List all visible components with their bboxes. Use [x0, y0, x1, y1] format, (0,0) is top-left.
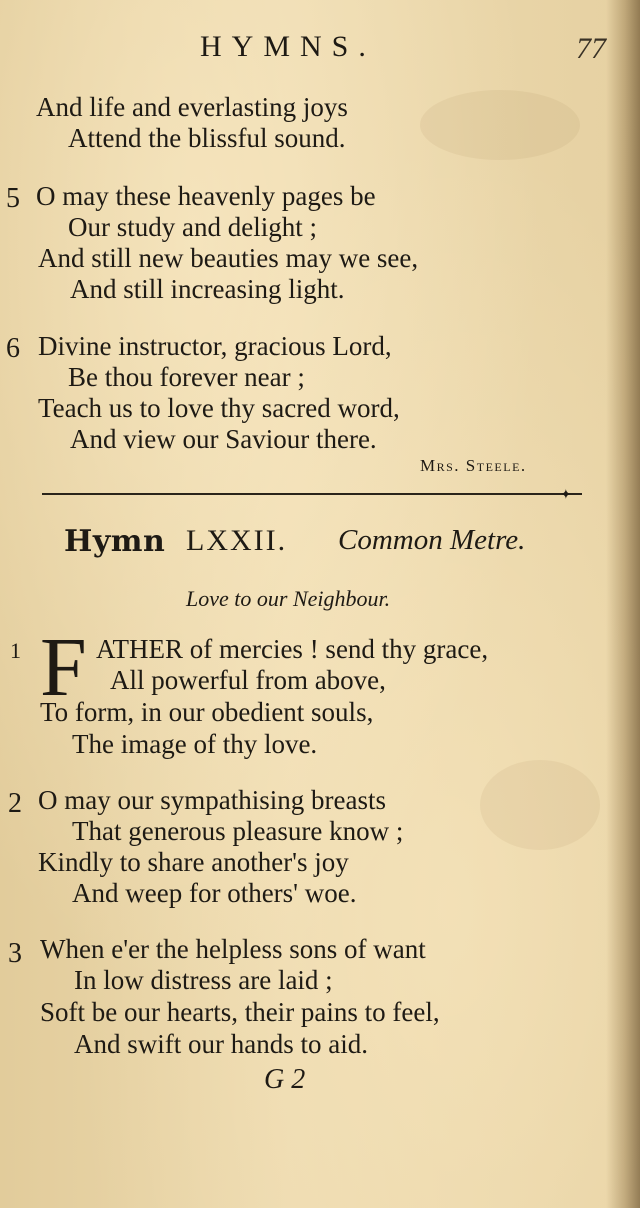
- stanza-number: 3: [8, 938, 22, 969]
- paper-stain: [480, 760, 600, 850]
- page-number: 77: [576, 32, 606, 65]
- author-attribution: Mrs. Steele.: [420, 456, 527, 475]
- verse-line: And view our Saviour there.: [70, 424, 377, 454]
- verse-line: Be thou forever near ;: [68, 362, 305, 392]
- stanza-number: 6: [6, 333, 20, 364]
- verse-line: And still new beauties may we see,: [38, 243, 419, 273]
- verse-line: In low distress are laid ;: [74, 965, 333, 995]
- divider-ornament-icon: ✦: [560, 488, 572, 503]
- drop-cap: F: [40, 621, 87, 714]
- hymn-subject: Love to our Neighbour.: [186, 586, 391, 611]
- hymn-metre: Common Metre.: [338, 524, 526, 556]
- verse-line: Divine instructor, gracious Lord,: [38, 331, 392, 361]
- verse-line: ATHER of mercies ! send thy grace,: [96, 634, 489, 664]
- stanza-number: 5: [6, 183, 20, 214]
- verse-line: And swift our hands to aid.: [74, 1029, 368, 1059]
- verse-line: And life and everlasting joys: [36, 92, 348, 122]
- section-divider: [42, 493, 582, 495]
- stanza-number: 1: [10, 638, 21, 663]
- hymn-number: LXXII.: [186, 524, 288, 557]
- verse-line: And weep for others' woe.: [72, 878, 357, 908]
- verse-line: All powerful from above,: [110, 665, 386, 695]
- page-edge-shadow: [606, 0, 640, 1208]
- verse-line: Soft be our hearts, their pains to feel,: [40, 997, 440, 1027]
- verse-line: When e'er the helpless sons of want: [40, 934, 426, 964]
- stanza-number: 2: [8, 788, 22, 819]
- verse-line: Our study and delight ;: [68, 212, 317, 242]
- paper-stain: [420, 90, 580, 160]
- verse-line: O may these heavenly pages be: [36, 181, 376, 211]
- verse-line: Teach us to love thy sacred word,: [38, 393, 400, 423]
- verse-line: To form, in our obedient souls,: [40, 697, 374, 727]
- running-title: HYMNS.: [200, 30, 376, 63]
- verse-line: That generous pleasure know ;: [72, 816, 404, 846]
- hymn-label: Hymn: [64, 524, 166, 559]
- verse-line: And still increasing light.: [70, 274, 345, 304]
- signature-mark: G 2: [264, 1064, 306, 1095]
- verse-line: The image of thy love.: [72, 729, 318, 759]
- verse-line: Kindly to share another's joy: [38, 847, 349, 877]
- verse-line: Attend the blissful sound.: [68, 123, 346, 153]
- verse-line: O may our sympathising breasts: [38, 785, 386, 815]
